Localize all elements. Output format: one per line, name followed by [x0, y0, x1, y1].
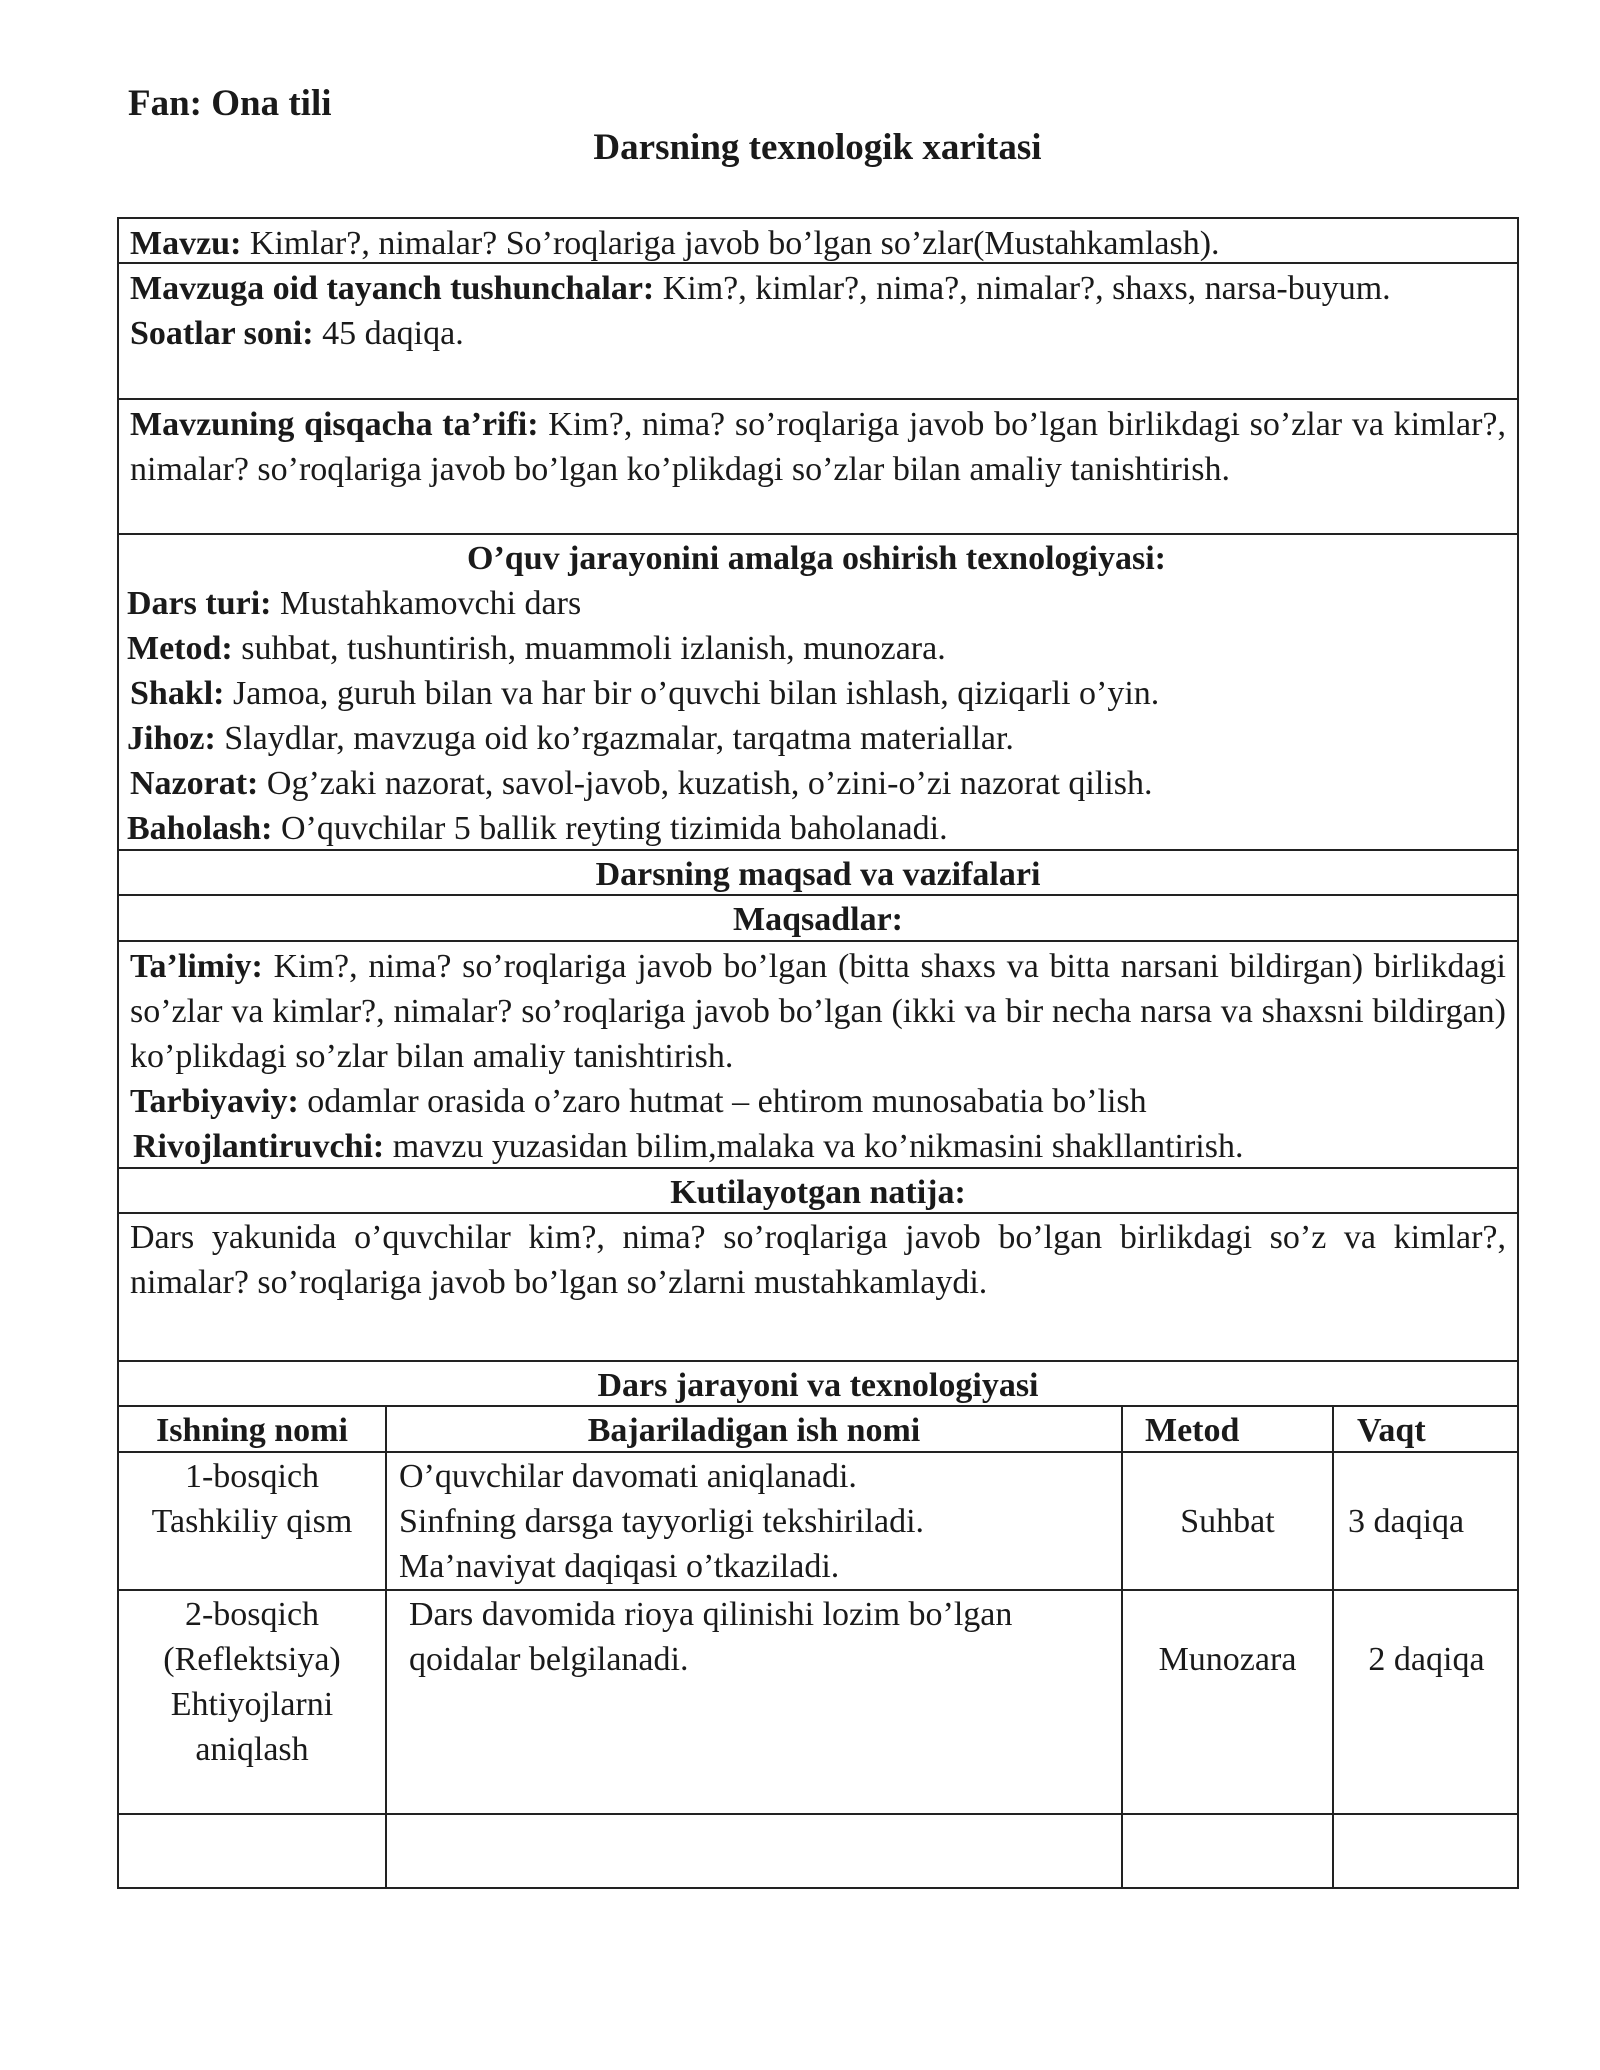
column-header-method: Metod: [1145, 1412, 1240, 1449]
table-row-work: O’quvchilar davomati aniqlanadi. Sinfning darsga tayyorligi tekshiriladi. Ma’naviyat daqiqasi o’tkaziladi.: [399, 1458, 925, 1585]
column-divider: [385, 1405, 387, 1889]
column-header-work: Bajariladigan ish nomi: [587, 1412, 921, 1449]
goals-subheading: Maqsadlar:: [733, 901, 903, 938]
row-divider: [117, 849, 1519, 851]
row-divider: [117, 1212, 1519, 1214]
summary-text: Kim?, nima? so’roqlariga javob bo’lgan birlikdagi so’zlar va kimlar?, nimalar? so’roqlariga javob bo’lgan ko’plikdagi so’zlar bilan amaliy tanishtirish.: [130, 406, 1507, 488]
key-concepts-text: Kim?, kimlar?, nima?, nimalar?, shaxs, narsa-buyum.: [654, 270, 1391, 307]
goals-row: [117, 944, 1519, 1169]
key-concepts-row: [117, 266, 1519, 356]
row-divider: [117, 1451, 1519, 1453]
table-row-stage: 1-bosqich Tashkiliy qism: [151, 1458, 353, 1540]
row-divider: [117, 1360, 1519, 1362]
table-row-time: 3 daqiqa: [1348, 1503, 1465, 1540]
technology-item: Dars turi: Mustahkamovchi dars: [127, 585, 582, 622]
topic-label: Mavzu:: [130, 225, 242, 262]
process-heading: Dars jarayoni va texnologiyasi: [597, 1367, 1039, 1404]
technology-item: Nazorat: Og’zaki nazorat, savol-javob, kuzatish, o’zini-o’zi nazorat qilish.: [130, 765, 1153, 802]
table-row-method: Suhbat: [1180, 1503, 1275, 1540]
topic-row: [117, 221, 1519, 266]
row-divider: [117, 398, 1519, 400]
result-text: Dars yakunida o’quvchilar kim?, nima? so’roqlariga javob bo’lgan birlikdagi so’z va kimlar?, nimalar? so’roqlariga javob bo’lgan so’zlarni mustahkamlaydi.: [130, 1219, 1506, 1301]
upbringing-goal: Tarbiyaviy: odamlar orasida o’zaro hutmat – ehtirom munosabatia bo’lish: [130, 1083, 1147, 1120]
row-divider: [117, 262, 1519, 264]
row-divider: [117, 1405, 1519, 1407]
technology-item: Jihoz: Slaydlar, mavzuga oid ko’rgazmalar, tarqatma materiallar.: [127, 720, 1014, 757]
technology-item: Baholash: O’quvchilar 5 ballik reyting tizimida baholanadi.: [127, 810, 948, 847]
row-divider: [117, 940, 1519, 942]
subject-heading: Fan: Ona tili: [128, 83, 332, 124]
educational-goal: Ta’limiy: Kim?, nima? so’roqlariga javob bo’lgan (bitta shaxs va bitta narsani bildirgan) birlikdagi so’zlar va kimlar?, nimalar? so’roqlariga javob bo’lgan (ikki va bir necha narsa va shaxsni bildirgan) ko’plikdagi so’zlar bilan amaliy tanishtirish.: [130, 948, 1506, 1075]
technology-item: Shakl: Jamoa, guruh bilan va har bir o’quvchi bilan ishlash, qiziqarli o’yin.: [130, 675, 1160, 712]
key-concepts: [130, 266, 1506, 311]
topic-summary-row: [117, 402, 1519, 492]
table-row-time: 2 daqiqa: [1368, 1641, 1485, 1678]
development-goal: Rivojlantiruvchi: mavzu yuzasidan bilim,malaka va ko’nikmasini shakllantirish.: [133, 1128, 1244, 1165]
table-row-method: Munozara: [1158, 1641, 1297, 1678]
table-row-work: Dars davomida rioya qilinishi lozim bo’lgan qoidalar belgilanadi.: [409, 1596, 1013, 1678]
technology-heading: O’quv jarayonini amalga oshirish texnologiyasi:: [467, 540, 1166, 577]
row-divider: [117, 533, 1519, 535]
column-header-stage: Ishning nomi: [156, 1412, 348, 1449]
summary-label: Mavzuning qisqacha ta’rifi:: [130, 406, 539, 443]
technology-item: Metod: suhbat, tushuntirish, muammoli izlanish, munozara.: [127, 630, 946, 667]
row-divider: [117, 1813, 1519, 1815]
row-divider: [117, 1167, 1519, 1169]
topic-text: Kimlar?, nimalar? So’roqlariga javob bo’lgan so’zlar(Mustahkamlash).: [241, 225, 1220, 262]
goals-heading: Darsning maqsad va vazifalari: [595, 856, 1041, 893]
column-header-time: Vaqt: [1357, 1412, 1426, 1449]
technology-row: [117, 536, 1519, 851]
document-title: Darsning texnologik xaritasi: [593, 127, 1042, 168]
row-divider: [117, 894, 1519, 896]
table-row-stage: 2-bosqich (Reflektsiya) Ehtiyojlarni aniqlash: [163, 1596, 341, 1768]
empty-table-row: [119, 1816, 385, 1886]
hours-label: Soatlar soni:: [130, 315, 314, 352]
hours-text: 45 daqiqa.: [313, 315, 464, 352]
hours: [130, 311, 1506, 356]
result-heading: Kutilayotgan natija:: [670, 1174, 966, 1211]
row-divider: [117, 1589, 1519, 1591]
key-concepts-label: Mavzuga oid tayanch tushunchalar:: [130, 270, 655, 307]
